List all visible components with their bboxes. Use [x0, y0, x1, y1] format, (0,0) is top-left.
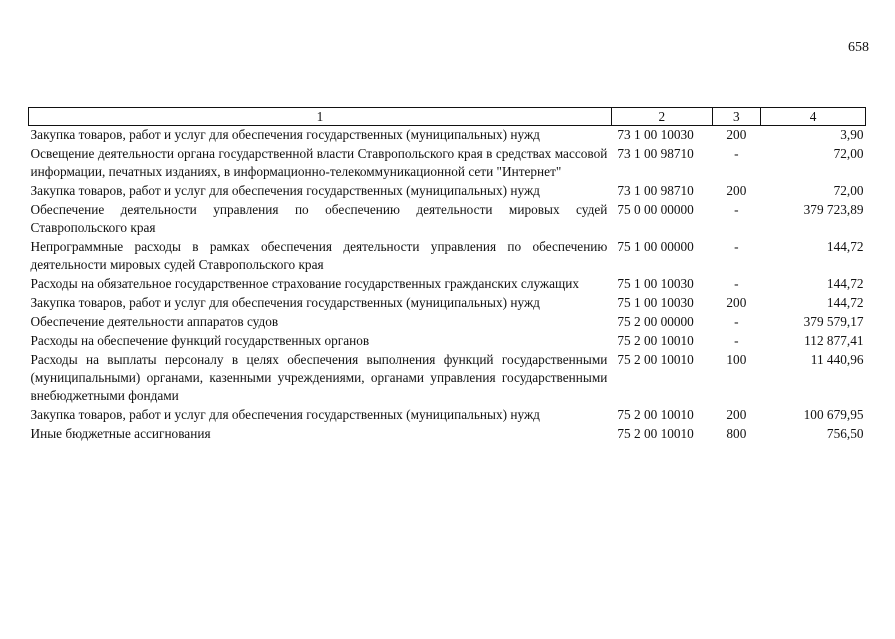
row-type: - [734, 276, 739, 291]
row-code: 75 2 00 10010 [617, 407, 694, 422]
table-row [29, 406, 866, 425]
row-sum: 112 877,41 [804, 333, 864, 348]
table-header [29, 108, 866, 126]
row-code: 73 1 00 10030 [617, 127, 694, 142]
row-name: Обеспечение деятельности управления по обеспечению деятельности мировых судей Ставропольского края [30, 202, 608, 235]
page-number: 658 [848, 40, 869, 55]
table-row [29, 425, 866, 444]
row-code: 75 1 00 10030 [617, 295, 694, 310]
row-name: Иные бюджетные ассигнования [30, 426, 211, 441]
header-cell-4: 4 [761, 108, 866, 126]
row-code: 75 2 00 10010 [617, 333, 694, 348]
row-sum: 379 723,89 [803, 202, 864, 217]
row-code: 75 1 00 10030 [617, 276, 694, 291]
row-sum: 72,00 [833, 146, 864, 161]
table-row [29, 275, 866, 294]
table-row [29, 313, 866, 332]
table-row [29, 201, 866, 238]
row-name: Обеспечение деятельности аппаратов судов [30, 314, 279, 329]
table-row [29, 238, 866, 275]
row-code: 75 2 00 10010 [617, 426, 694, 441]
header-cell-3: 3 [712, 108, 760, 126]
row-code: 75 1 00 00000 [617, 239, 694, 254]
row-sum: 379 579,17 [803, 314, 864, 329]
row-name: Расходы на обязательное государственное страхование государственных гражданских служащих [30, 276, 580, 291]
row-sum: 3,90 [840, 127, 864, 142]
row-sum: 100 679,95 [803, 407, 864, 422]
row-type: 200 [726, 183, 747, 198]
row-code: 75 2 00 10010 [617, 352, 694, 367]
row-type: - [734, 314, 739, 329]
table-row [29, 126, 866, 146]
row-code: 75 2 00 00000 [617, 314, 694, 329]
row-sum: 11 440,96 [810, 352, 864, 367]
row-sum: 144,72 [826, 239, 864, 254]
row-sum: 756,50 [826, 426, 864, 441]
row-sum: 72,00 [833, 183, 864, 198]
table-row [29, 332, 866, 351]
row-code: 75 0 00 00000 [617, 202, 694, 217]
row-type: 800 [726, 426, 747, 441]
row-name: Закупка товаров, работ и услуг для обеспечения государственных (муниципальных) нужд [30, 183, 540, 198]
budget-table [28, 107, 866, 444]
table-row [29, 294, 866, 313]
header-cell-2: 2 [611, 108, 712, 126]
table-row [29, 182, 866, 201]
row-name: Расходы на выплаты персоналу в целях обеспечения выполнения функций государственными (муниципальными) органами, казенными учреждениями, органами управления государственными внебюджетными фондами [30, 352, 608, 403]
row-name: Освещение деятельности органа государственной власти Ставропольского края в средствах массовой информации, печатных изданиях, в информационно-телекоммуникационной сети "Интернет" [30, 146, 608, 179]
row-code: 73 1 00 98710 [617, 146, 694, 161]
row-type: - [734, 146, 739, 161]
row-type: 200 [726, 407, 747, 422]
row-type: 200 [726, 295, 747, 310]
row-type: 200 [726, 127, 747, 142]
row-sum: 144,72 [826, 276, 864, 291]
row-type: - [734, 239, 739, 254]
row-type: - [734, 333, 739, 348]
row-name: Закупка товаров, работ и услуг для обеспечения государственных (муниципальных) нужд [30, 295, 540, 310]
table-row [29, 351, 866, 406]
header-cell-1: 1 [29, 108, 612, 126]
row-name: Закупка товаров, работ и услуг для обеспечения государственных (муниципальных) нужд [30, 127, 540, 142]
table-body [29, 126, 866, 445]
row-type: - [734, 202, 739, 217]
row-name: Расходы на обеспечение функций государственных органов [30, 333, 370, 348]
row-code: 73 1 00 98710 [617, 183, 694, 198]
row-sum: 144,72 [826, 295, 864, 310]
row-name: Непрограммные расходы в рамках обеспечения деятельности управления по обеспечению деятельности мировых судей Ставропольского края [30, 239, 608, 272]
row-name: Закупка товаров, работ и услуг для обеспечения государственных (муниципальных) нужд [30, 407, 540, 422]
row-type: 100 [726, 352, 747, 367]
table-row [29, 145, 866, 182]
header-row [29, 108, 866, 126]
